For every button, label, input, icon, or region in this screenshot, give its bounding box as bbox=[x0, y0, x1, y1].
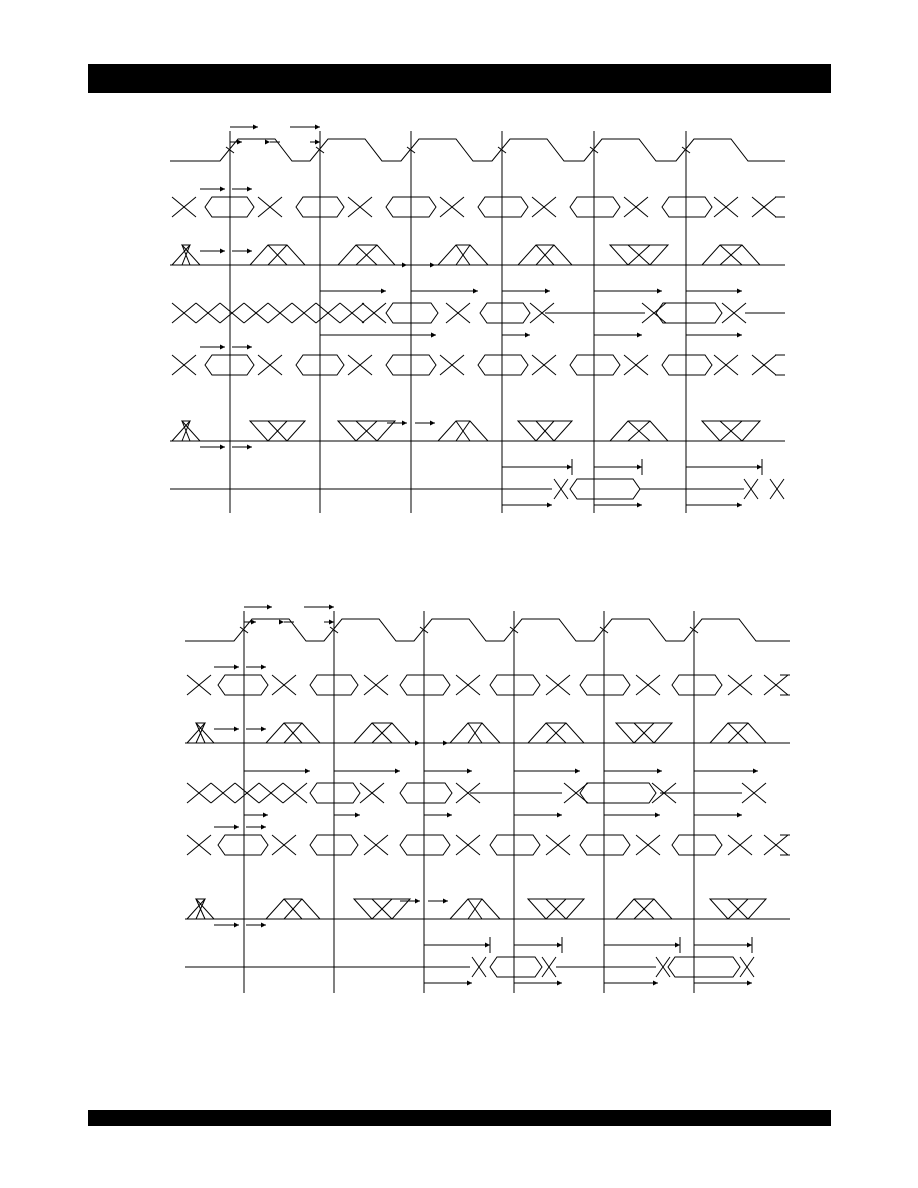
data-access-dim-1-head bbox=[637, 465, 642, 470]
addr-hold-dim-5-head bbox=[737, 813, 742, 818]
data-access-dim-0-head bbox=[567, 465, 572, 470]
addr-hold-dim-3-head bbox=[557, 813, 562, 818]
data-access-dim-1-head bbox=[557, 943, 562, 948]
bus-a-hold-dim-head bbox=[261, 665, 266, 670]
addr-valid-2 bbox=[656, 303, 722, 323]
addr-hold-dim-4-head bbox=[655, 813, 660, 818]
bus-b-hold-dim-head bbox=[261, 825, 266, 830]
clock-waveform bbox=[185, 619, 790, 641]
ctl-a-setup-dim-head bbox=[220, 249, 225, 254]
data-hold-dim-1-head bbox=[557, 981, 562, 986]
addr-hold-dim-0-head bbox=[263, 813, 268, 818]
addr-valid-0 bbox=[310, 783, 360, 803]
bus-b-valid-5 bbox=[662, 355, 712, 375]
ctl-a-mid-dim-2-head bbox=[430, 263, 435, 268]
ctl-b-mid-dim-2-head bbox=[443, 899, 448, 904]
header-bar bbox=[88, 64, 831, 93]
bus-a-valid-0 bbox=[218, 675, 268, 695]
bus-b-valid-0 bbox=[218, 835, 268, 855]
addr-access-dim-3-head bbox=[575, 769, 580, 774]
bus-b-valid-2 bbox=[400, 835, 450, 855]
setup-dim-b-head bbox=[329, 620, 334, 625]
addr-access-dim-2-head bbox=[545, 289, 550, 294]
addr-hold-dim-2-head bbox=[447, 813, 452, 818]
addr-hold-dim-2-head bbox=[525, 333, 530, 338]
data-access-dim-0-head bbox=[485, 943, 490, 948]
clk-high-dim-head bbox=[315, 125, 320, 130]
ctl-b-mid-dim-1-head bbox=[402, 421, 407, 426]
addr-access-dim-3-head bbox=[657, 289, 662, 294]
bus-b-setup-dim-head bbox=[234, 825, 239, 830]
addr-valid-0 bbox=[386, 303, 438, 323]
data-access-dim-2-head bbox=[675, 943, 680, 948]
bus-a-valid-4 bbox=[570, 197, 620, 217]
bus-a-valid-4 bbox=[580, 675, 630, 695]
addr-access-dim-2-head bbox=[467, 769, 472, 774]
addr-access-dim-0-head bbox=[305, 769, 310, 774]
hold-dim-a-head bbox=[279, 620, 284, 625]
data-hold-dim-1-head bbox=[637, 503, 642, 508]
ctl-b-setup-dim-head bbox=[234, 923, 239, 928]
ctl-a-setup-dim-head bbox=[234, 727, 239, 732]
data-valid-0 bbox=[490, 957, 542, 977]
ctl-a-mid-dim-2-head bbox=[443, 741, 448, 746]
data-hold-dim-2-head bbox=[737, 503, 742, 508]
timing-diagram-1 bbox=[0, 115, 918, 525]
addr-hold-dim-3-head bbox=[637, 333, 642, 338]
addr-access-dim-5-head bbox=[753, 769, 758, 774]
ctl-b-setup-dim-head bbox=[220, 445, 225, 450]
addr-access-dim-4-head bbox=[737, 289, 742, 294]
ctl-b-hold-dim-head bbox=[261, 923, 266, 928]
bus-a-valid-3 bbox=[478, 197, 528, 217]
clk-period-dim-head bbox=[267, 605, 272, 610]
bus-b-valid-5 bbox=[672, 835, 722, 855]
bus-b-valid-4 bbox=[580, 835, 630, 855]
bus-a-setup-dim-head bbox=[234, 665, 239, 670]
clk-period-dim-head bbox=[253, 125, 258, 130]
ctl-b-mid-dim-1-head bbox=[415, 899, 420, 904]
ctl-b-hold-dim-head bbox=[247, 445, 252, 450]
addr-hold-dim-1-head bbox=[355, 813, 360, 818]
ctl-a-mid-dim-1-head bbox=[415, 741, 420, 746]
addr-valid-2 bbox=[580, 783, 656, 803]
bus-a-valid-3 bbox=[490, 675, 540, 695]
addr-valid-1 bbox=[480, 303, 530, 323]
data-access-dim-3-head bbox=[747, 943, 752, 948]
bus-a-valid-2 bbox=[400, 675, 450, 695]
addr-hold-dim-4-head bbox=[737, 333, 742, 338]
bus-b-valid-3 bbox=[478, 355, 528, 375]
clock-waveform bbox=[170, 139, 785, 161]
data-valid-1 bbox=[668, 957, 740, 977]
data-valid-0 bbox=[570, 479, 640, 499]
bus-a-setup-dim-head bbox=[220, 187, 225, 192]
bus-a-hold-dim-head bbox=[247, 187, 252, 192]
addr-access-dim-4-head bbox=[657, 769, 662, 774]
data-hold-dim-0-head bbox=[547, 503, 552, 508]
setup-dim-a-head bbox=[237, 140, 242, 145]
data-hold-dim-0-head bbox=[467, 981, 472, 986]
bus-a-valid-5 bbox=[672, 675, 722, 695]
addr-access-dim-1-head bbox=[473, 289, 478, 294]
footer-bar bbox=[88, 1110, 831, 1126]
data-hold-dim-2-head bbox=[653, 981, 658, 986]
bus-b-valid-4 bbox=[570, 355, 620, 375]
clk-high-dim-head bbox=[329, 605, 334, 610]
ctl-a-mid-dim-1-head bbox=[402, 263, 407, 268]
data-hold-dim-3-head bbox=[747, 981, 752, 986]
setup-dim-a-head bbox=[251, 620, 256, 625]
timing-diagram-2 bbox=[0, 595, 918, 1005]
data-access-dim-2-head bbox=[757, 465, 762, 470]
bus-b-hold-dim-head bbox=[247, 345, 252, 350]
ctl-a-hold-dim-head bbox=[261, 727, 266, 732]
addr-access-dim-1-head bbox=[395, 769, 400, 774]
bus-b-setup-dim-head bbox=[220, 345, 225, 350]
setup-dim-b-head bbox=[315, 140, 320, 145]
ctl-a-hold-dim-head bbox=[247, 249, 252, 254]
hold-dim-a-head bbox=[265, 140, 270, 145]
addr-access-dim-0-head bbox=[381, 289, 386, 294]
addr-hold-dim-1-head bbox=[431, 333, 436, 338]
ctl-b-mid-dim-2-head bbox=[430, 421, 435, 426]
bus-b-valid-3 bbox=[490, 835, 540, 855]
bus-a-valid-5 bbox=[662, 197, 712, 217]
addr-valid-1 bbox=[400, 783, 452, 803]
